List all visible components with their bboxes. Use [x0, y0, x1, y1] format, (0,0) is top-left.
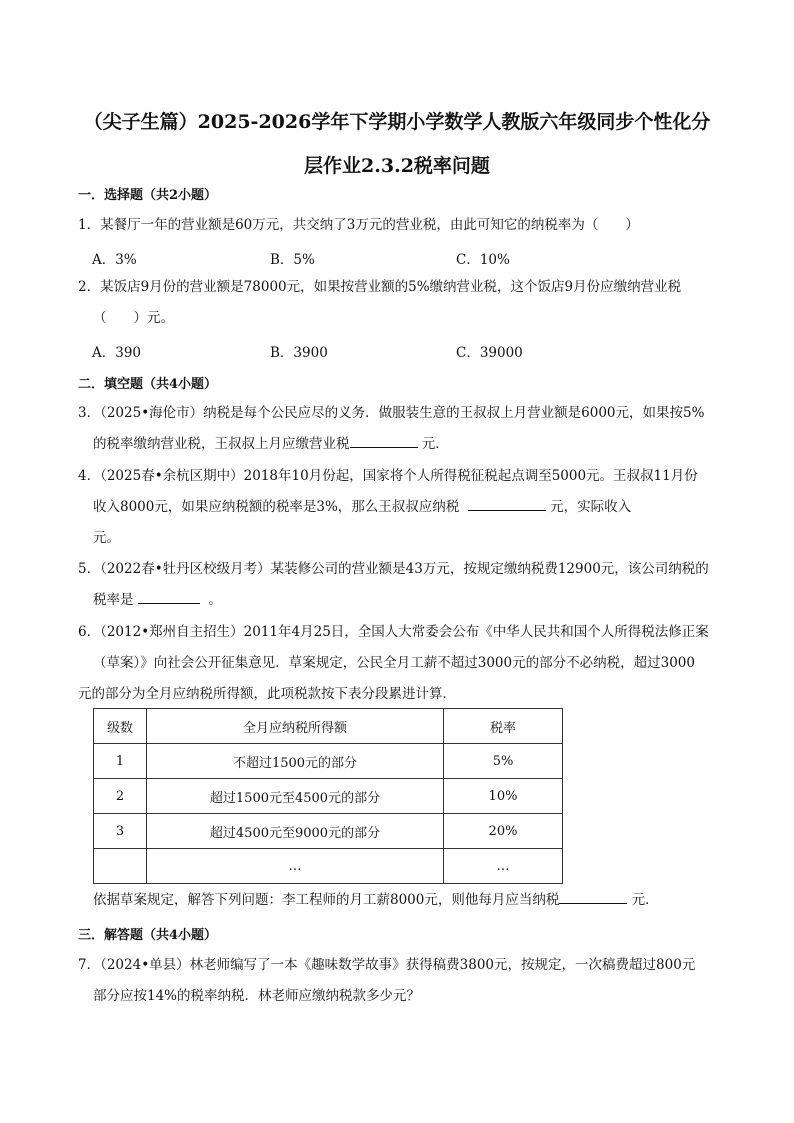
option-c: C．39000 [456, 345, 523, 361]
table-cell: 3 [94, 814, 147, 849]
option-a: A．3% [92, 252, 137, 268]
section-choice-heading: 一．选择题（共2小题） [78, 188, 218, 203]
question-6-prompt: 依据草案规定，解答下列问题：李工程师的月工薪8000元，则他每月应当纳税 元． [93, 885, 723, 916]
option-b: B．5% [270, 252, 315, 268]
table-header-cell: 全月应纳税所得额 [147, 709, 444, 744]
question-6-text: 6．（2012•郑州自主招生）2011年4月25日，全国人大常委会公布《中华人民共和国个人所得税法修正案 [78, 624, 709, 640]
question-2-text: 2．某饭店9月份的营业额是78000元，如果按营业额的5%缴纳营业税，这个饭店9月份应缴纳营业税 [78, 279, 682, 295]
table-row [94, 814, 563, 849]
question-5-cont: 税率是 。 [78, 585, 720, 616]
answer-blank[interactable] [138, 589, 200, 604]
question-4-cont-2: 元。 [93, 530, 120, 546]
title-line-1: （尖子生篇）2025-2026学年下学期小学数学人教版六年级同步个性化分 [83, 111, 711, 133]
question-6-cont-2: 元的部分为全月应纳税所得额，此项税款按下表分段累进计算． [78, 686, 456, 702]
question-7-text: 7．（2024•单县）林老师编写了一本《趣味数学故事》获得稿费3800元，按规定，一次稿费超过800元 [78, 957, 696, 973]
answer-blank[interactable] [350, 433, 418, 448]
table-cell: 不超过1500元的部分 [147, 744, 444, 779]
answer-blank[interactable] [468, 496, 546, 511]
table-cell [94, 849, 147, 884]
option-b: B．3900 [270, 345, 328, 361]
table-cell: 1 [94, 744, 147, 779]
question-7-cont: 部分应按14%的税率纳税．林老师应缴纳税款多少元？ [93, 988, 421, 1004]
question-2-cont: （ ）元。 [93, 310, 174, 326]
table-cell: 5% [444, 744, 563, 779]
table-header-cell: 级数 [94, 709, 147, 744]
question-3-text: 3．（2025•海伦市）纳税是每个公民应尽的义务．做服装生意的王叔叔上月营业额是6000元，如果按5% [78, 405, 705, 421]
table-cell: 10% [444, 779, 563, 814]
table-row [94, 849, 563, 884]
tax-rate-table [93, 708, 563, 884]
title-line-2: 层作业2.3.2税率问题 [304, 155, 490, 177]
table-cell: 20% [444, 814, 563, 849]
answer-blank[interactable] [559, 889, 627, 904]
table-header-row [94, 709, 563, 744]
table-cell: … [147, 849, 444, 884]
table-row [94, 744, 563, 779]
option-a: A．390 [92, 345, 142, 361]
question-2 [78, 272, 720, 334]
question-7 [78, 950, 720, 1012]
question-5-text: 5．（2022春•牡丹区校级月考）某装修公司的营业额是43万元，按规定缴纳税费12900元，该公司纳税的 [78, 561, 709, 577]
page-title [60, 100, 734, 188]
table-cell: 2 [94, 779, 147, 814]
table-cell: … [444, 849, 563, 884]
question-6 [78, 617, 720, 710]
question-4 [78, 461, 720, 554]
question-4-cont: 收入8000元，如果应纳税额的税率是3%，那么王叔叔应纳税 元，实际收入 [78, 492, 720, 523]
question-5 [78, 554, 720, 616]
option-c: C．10% [456, 252, 510, 268]
table-cell: 超过1500元至4500元的部分 [147, 779, 444, 814]
question-4-text: 4．（2025春•余杭区期中）2018年10月份起，国家将个人所得税征税起点调至5000元。王叔叔11月份 [78, 468, 698, 484]
question-6-cont: （草案）》向社会公开征集意见．草案规定，公民全月工薪不超过3000元的部分不必纳税，超过3000 [93, 655, 695, 671]
table-header-cell: 税率 [444, 709, 563, 744]
question-1-text: 1．某餐厅一年的营业额是60万元，共交纳了3万元的营业税，由此可知它的纳税率为（ ） [78, 217, 639, 233]
section-answer-heading: 三．解答题（共4小题） [78, 928, 218, 943]
table-cell: 超过4500元至9000元的部分 [147, 814, 444, 849]
question-1 [78, 210, 720, 241]
question-3-cont: 的税率缴纳营业税，王叔叔上月应缴营业税 元． [78, 429, 720, 460]
question-3 [78, 398, 720, 460]
table-row [94, 779, 563, 814]
section-fill-heading: 二．填空题（共4小题） [78, 377, 218, 392]
